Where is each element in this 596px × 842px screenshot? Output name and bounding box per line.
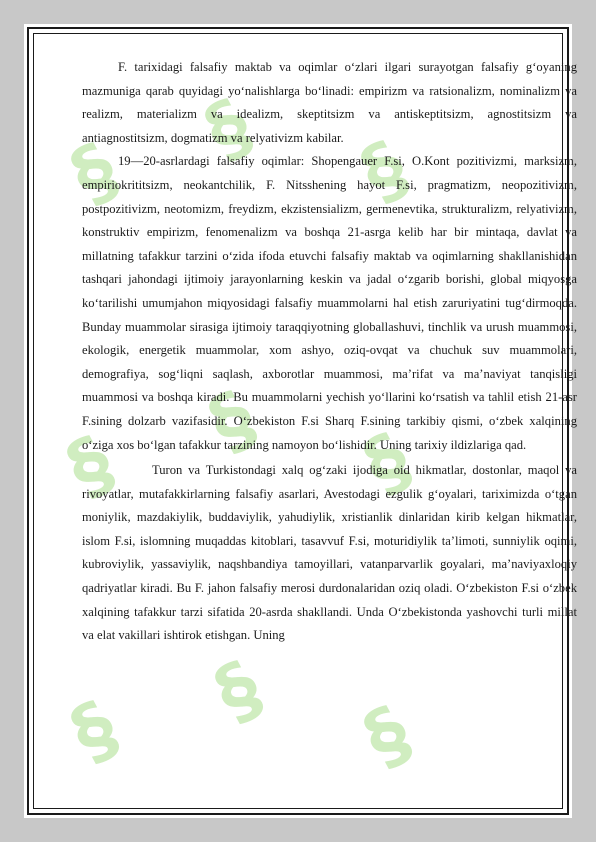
paragraph-3: Turon va Turkistondagi xalq og‘zaki ijodiga oid hikmatlar, dostonlar, maqol va rivoyatlar, mutafakkirlarning falsafiy asarlari, Avestodagi ezgulik g‘oyalari, tariximizda o‘tgan moniylik, mazdakiylik, buddaviylik, yahudiylik, xristianlik dinlaridan kirib kelgan hikmatlar, islom F.si, islomning muqaddas kitoblari, tasavvuf F.si, moturidiylik ta’limoti, sunniylik oqimi, kubroviylik, yassaviylik, naqshbandiya tamoyillari, vatanparvarlik goyalari, ma’naviyaxloqiy qadriyatlar kiradi. Bu F. jahon falsafiy merosi durdonalaridan oziq oladi. O‘zbekiston F.si o‘zbek xalqining tafakkur tarzi sifatida 20-asrda shakllandi. Unda O‘zbekistonda yashovchi turli millat va elat vakillari ishtirok etishgan. Uning	[82, 463, 577, 643]
document-page	[24, 24, 577, 818]
watermark-logo-mark: §	[347, 124, 422, 218]
watermark-logo-mark: §	[350, 689, 425, 783]
paragraph-2: 19—20-asrlardagi falsafiy oqimlar: Shopengauer F.si, O.Kont pozitivizmi, marksizm, empiriokrititsizm, neokantchilik, F. Nitsshening hayot F.si, pragmatizm, neopozitivizm, postpozitivizm, neotomizm, freydizm, ekzistensializm, germenevtika, strukturalizm, relyativizm, konstruktiv empirizm, fenomenalizm va boshqa 21-asrga kelib har bir mintaqa, davlat va millatning tafakkur tarzini o‘zida ifoda etuvchi falsafiy maktab va oqimlarning shakllanishidan tashqari jahondagi ijtimoiy jarayonlarning keskin va jadal o‘zgarib borishi, global miqyosga ko‘tarilishi umumjahon miqyosidagi falsafiy muammolarni hal etish zaruriyatini tug‘dirmoqda. Bunday muammolar sirasiga ijtimoiy taraqqiyotning globallashuvi, tinchlik va urush muammosi, ekologik, energetik muammolar, xom ashyo, oziq-ovqat va chuchuk suv muammolari, demografiya, sog‘liqni saqlash, axborotlar muammosi, ma’rifat va ma’naviyat tanqisligi muammosi va boshqa kiradi. Bu muammolarni yechish yo‘llarini ko‘rsatish va tahlil etish 21-asr F.sining dolzarb vazifasidir. O‘zbekiston F.si Sharq F.sining tarkibiy qismi, o‘zbek xalqining o‘ziga xos bo‘lgan tafakkur tarzining namoyon bo‘lishidir. Uning tarixiy ildizlariga qad.	[82, 154, 577, 452]
watermark-logo-mark: §	[350, 416, 425, 510]
watermark-logo-mark: §	[57, 684, 132, 778]
watermark-logo-mark: §	[201, 644, 276, 738]
watermark-logo-mark: §	[195, 374, 270, 468]
watermark-logo-mark: §	[57, 126, 132, 220]
paragraph-1: F. tarixidagi falsafiy maktab va oqimlar o‘zlari ilgari surayotgan falsafiy g‘oyaning mazmuniga qarab quyidagi yo‘nalishlarga bo‘linadi: empirizm va ratsionalizm, nominalizm va realizm, materializm va idealizm, skeptitsizm va antiskeptitsizm, agnostitsizm va antiagnostitsizm, dogmatizm va relyativizm kabilar.	[82, 60, 577, 145]
watermark-logo-mark: §	[191, 82, 266, 176]
document-body	[82, 56, 577, 648]
watermark-logo-mark: §	[53, 419, 128, 513]
